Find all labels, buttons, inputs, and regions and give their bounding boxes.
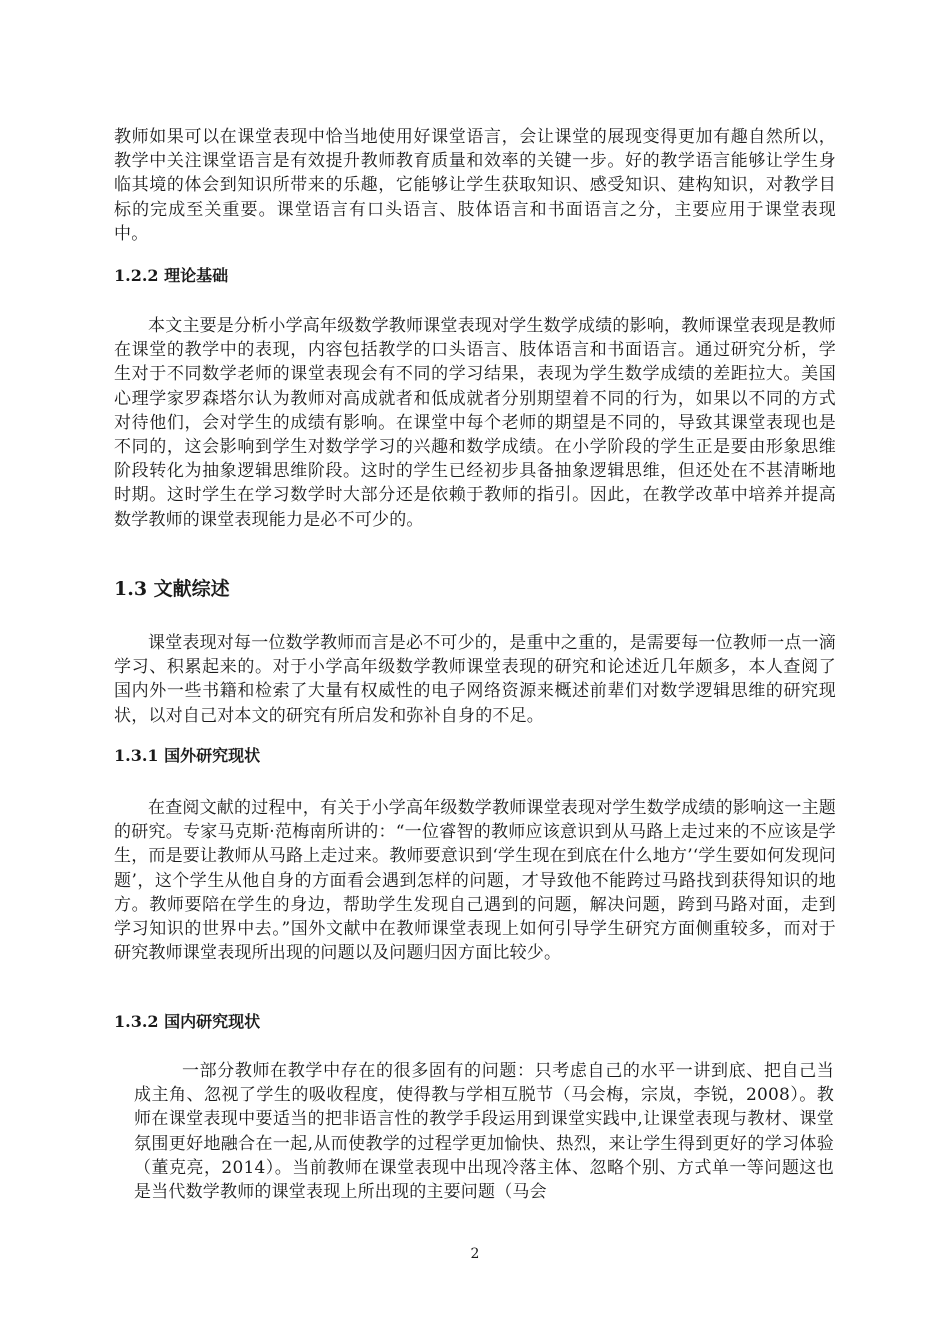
- heading-literature-review: 1.3 文献综述: [114, 578, 230, 600]
- intro-paragraph: 教师如果可以在课堂表现中恰当地使用好课堂语言，会让课堂的展现变得更加有趣自然所以，教学中关注课堂语言是有效提升教师教育质量和效率的关键一步。好的教学语言能够让学生身临其境的体会到知识所带来的乐趣，它能够让学生获取知识、感受知识、建构知识，对教学目标的完成至关重要。课堂语言有口头语言、肢体语言和书面语言之分，主要应用于课堂表现中。: [114, 127, 836, 244]
- theory-paragraph: 本文主要是分析小学高年级数学教师课堂表现对学生数学成绩的影响，教师课堂表现是教师在课堂的教学中的表现，内容包括教学的口头语言、肢体语言和书面语言。通过研究分析，学生对于不同数学老师的课堂表现会有不同的学习结果，表现为学生数学成绩的差距拉大。美国心理学家罗森塔尔认为教师对高成就者和低成就者分别期望着不同的行为，如果以不同的方式对待他们，会对学生的成绩有影响。在课堂中每个老师的期望是不同的，导致其课堂表现也是不同的，这会影响到学生对数学学习的兴趣和数学成绩。在小学阶段的学生正是要由形象思维阶段转化为抽象逻辑思维阶段。这时的学生已经初步具备抽象逻辑思维，但还处在不甚清晰地时期。这时学生在学习数学时大部分还是依赖于教师的指引。因此，在教学改革中培养并提高数学教师的课堂表现能力是必不可少的。: [114, 316, 836, 530]
- domestic-research-paragraph: 一部分教师在教学中存在的很多固有的问题：只考虑自己的水平一讲到底、把自己当成主角、忽视了学生的吸收程度，使得教与学相互脱节（马会梅，宗岚，李锐，2008）。教师在课堂表现中要适当的把非语言性的教学手段运用到课堂实践中,让课堂表现与教材、课堂氛围更好地融合在一起,从而使教学的过程学更加愉快、热烈，来让学生得到更好的学习体验（董克亮，2014）。当前教师在课堂表现中出现冷落主体、忽略个别、方式单一等问题这也是当代数学教师的课堂表现上所出现的主要问题（马会: [134, 1061, 834, 1203]
- page-number: 2: [470, 1246, 480, 1262]
- heading-theory-basis: 1.2.2 理论基础: [114, 266, 229, 285]
- heading-foreign-research: 1.3.1 国外研究现状: [114, 746, 261, 765]
- review-paragraph: 课堂表现对每一位数学教师而言是必不可少的，是重中之重的，是需要每一位教师一点一滴学习、积累起来的。对于小学高年级数学教师课堂表现的研究和论述近几年颇多，本人查阅了国内外一些书籍和检索了大量有权威性的电子网络资源来概述前辈们对数学逻辑思维的研究现状，以对自己对本文的研究有所启发和弥补自身的不足。: [114, 633, 836, 726]
- heading-domestic-research: 1.3.2 国内研究现状: [114, 1012, 261, 1031]
- foreign-research-paragraph: 在查阅文献的过程中，有关于小学高年级数学教师课堂表现对学生数学成绩的影响这一主题的研究。专家马克斯·范梅南所讲的：“一位睿智的教师应该意识到从马路上走过来的不应该是学生，而是要让教师从马路上走过来。教师要意识到‘学生现在到底在什么地方’‘学生要如何发现问题’，这个学生从他自身的方面看会遇到怎样的问题，才导致他不能跨过马路找到获得知识的地方。教师要陪在学生的身边，帮助学生发现自己遇到的问题，解决问题，跨到马路对面，走到学习知识的世界中去。”国外文献中在教师课堂表现上如何引导学生研究方面侧重较多，而对于研究教师课堂表现所出现的问题以及问题归因方面比较少。: [114, 798, 837, 964]
